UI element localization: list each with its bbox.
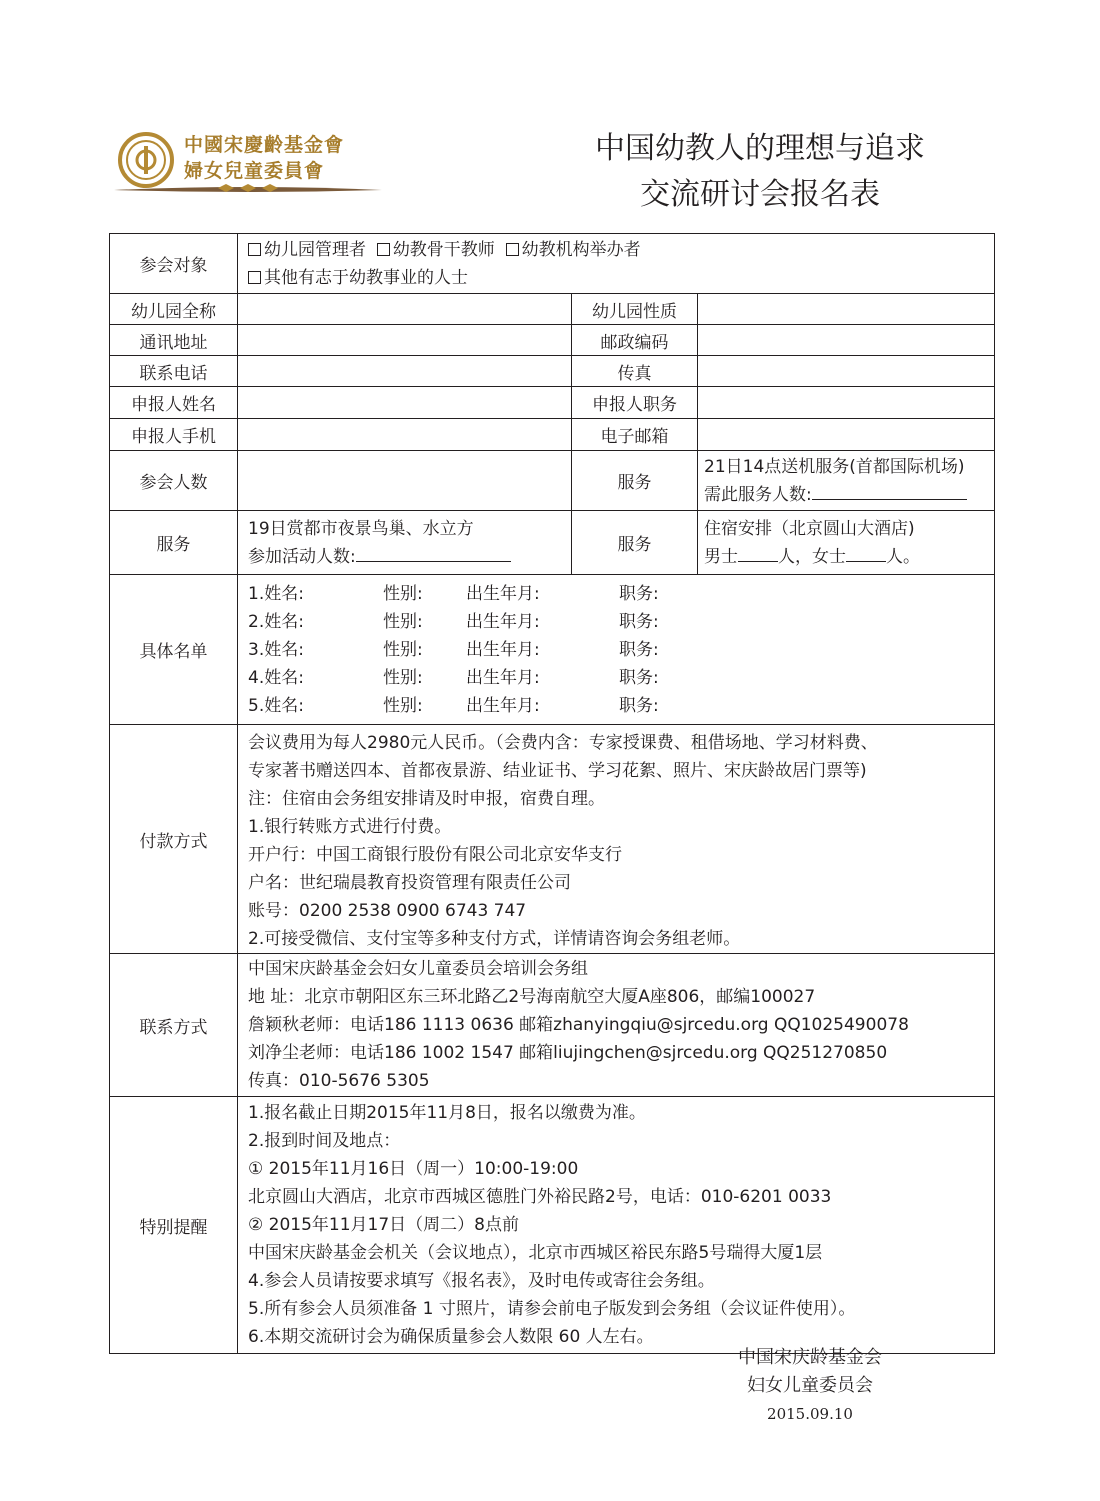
- logo-line2: 婦女兒童委員會: [184, 160, 325, 182]
- lodging-text: 住宿安排（北京圆山大酒店): [704, 518, 915, 539]
- phone-field[interactable]: [238, 356, 572, 387]
- payment-row: [110, 725, 995, 954]
- contact-details: 中国宋庆龄基金会妇女儿童委员会培训会务组 地 址：北京市朝阳区东三环北路乙2号海南航空大厦A座806，邮编100027 詹颖秋老师：电话186 1113 0636 邮箱zhanyingqiu@sjrcedu.org QQ1025490078 刘净尘老师：电话186 1002 1547 邮箱liujingchen@sjrcedu.org QQ251270850 传真：010-5676 5305: [238, 954, 995, 1097]
- page-title: [540, 126, 980, 218]
- reminder-row: [110, 1097, 995, 1354]
- mobile-row: [110, 419, 995, 451]
- postcode-field[interactable]: [698, 325, 995, 356]
- lodging-service-label: 服务: [572, 511, 698, 575]
- kindergarten-type-field[interactable]: [698, 294, 995, 325]
- foundation-logo: [108, 128, 390, 204]
- applicant-title-label: 申报人职务: [572, 387, 698, 419]
- kindergarten-name-label: 幼儿园全称: [110, 294, 238, 325]
- name-list-item: 3.姓名: 性别: 出生年月: 职务:: [248, 639, 659, 660]
- attendee-row: [110, 451, 995, 511]
- checkbox-others[interactable]: [248, 271, 261, 284]
- attendee-count-field[interactable]: [238, 451, 572, 511]
- name-list-item: 1.姓名: 性别: 出生年月: 职务:: [248, 583, 659, 604]
- email-label: 电子邮箱: [572, 419, 698, 451]
- issue-date: 2015.09.10: [767, 1405, 853, 1423]
- name-list-item: 2.姓名: 性别: 出生年月: 职务:: [248, 611, 659, 632]
- airport-service: [698, 451, 995, 511]
- issuer-org-line1: 中国宋庆龄基金会: [738, 1347, 882, 1368]
- reminder-label: 特别提醒: [110, 1097, 238, 1354]
- payment-label: 付款方式: [110, 725, 238, 954]
- name-list-row: [110, 575, 995, 725]
- name-list-item: 5.姓名: 性别: 出生年月: 职务:: [248, 695, 659, 716]
- applicant-title-field[interactable]: [698, 387, 995, 419]
- airport-service-text: 21日14点送机服务(首都国际机场): [704, 456, 965, 477]
- fax-label: 传真: [572, 356, 698, 387]
- applicant-row: [110, 387, 995, 419]
- night-tour-count-blank[interactable]: [356, 545, 511, 562]
- applicant-mobile-label: 申报人手机: [110, 419, 238, 451]
- male-count-blank[interactable]: [738, 545, 778, 562]
- night-tour: [238, 511, 572, 575]
- fax-field[interactable]: [698, 356, 995, 387]
- registration-form: [109, 233, 995, 1354]
- issuer-signature: [700, 1344, 920, 1428]
- night-tour-text: 19日赏都市夜景鸟巢、水立方: [248, 518, 474, 539]
- participants-label: 参会对象: [110, 234, 238, 294]
- reminder-details: 1.报名截止日期2015年11月8日，报名以缴费为准。 2.报到时间及地点： ① 2015年11月16日（周一）10:00-19:00 北京圆山大酒店，北京市西城区德胜门外裕民路2号，电话：010-6201 0033 ② 2015年11月17日（周二）8点前 中国宋庆龄基金会机关（会议地点），北京市西城区裕民东路5号瑞得大厦1层 4.参会人员请按要求填写《报名表》，及时电传或寄往会务组。 5.所有参会人员须准备 1 寸照片，请参会前电子版发到会务组（会议证件使用）。 6.本期交流研讨会为确保质量参会人数限 60 人左右。: [238, 1097, 995, 1354]
- contact-label: 联系方式: [110, 954, 238, 1097]
- airport-service-count-label: 需此服务人数:: [704, 484, 812, 505]
- airport-service-label: 服务: [572, 451, 698, 511]
- checkbox-institution-founder[interactable]: [506, 243, 519, 256]
- address-row: [110, 325, 995, 356]
- night-tour-count-label: 参加活动人数:: [248, 546, 356, 567]
- lodging: 住宿安排（北京圆山大酒店) 男士 人，女士 人。: [698, 511, 995, 575]
- applicant-mobile-field[interactable]: [238, 419, 572, 451]
- participants-row: [110, 234, 995, 294]
- postcode-label: 邮政编码: [572, 325, 698, 356]
- phone-row: [110, 356, 995, 387]
- name-list-item: 4.姓名: 性别: 出生年月: 职务:: [248, 667, 659, 688]
- name-list-label: 具体名单: [110, 575, 238, 725]
- applicant-name-label: 申报人姓名: [110, 387, 238, 419]
- payment-details: 会议费用为每人2980元人民币。（会费内含：专家授课费、租借场地、学习材料费、 专家著书赠送四本、首都夜景游、结业证书、学习花絮、照片、宋庆龄故居门票等) 注：住宿由会务组安排请及时申报，宿费自理。 1.银行转账方式进行付费。 开户行：中国工商银行股份有限公司北京安华支行 户名：世纪瑞晨教育投资管理有限责任公司 账号：0200 2538 0900 6743 747 2.可接受微信、支付宝等多种支付方式，详情请咨询会务组老师。: [238, 725, 995, 954]
- participants-options: 幼儿园管理者 幼教骨干教师 幼教机构举办者 其他有志于幼教事业的人士: [238, 234, 995, 294]
- email-field[interactable]: [698, 419, 995, 451]
- kindergarten-row: [110, 294, 995, 325]
- logo-text: [184, 132, 344, 184]
- airport-service-count-blank[interactable]: [812, 483, 967, 500]
- female-count-blank[interactable]: [846, 545, 886, 562]
- night-tour-service-label: 服务: [110, 511, 238, 575]
- checkbox-kindergarten-manager[interactable]: [248, 243, 261, 256]
- applicant-name-field[interactable]: [238, 387, 572, 419]
- checkbox-core-teacher[interactable]: [377, 243, 390, 256]
- kindergarten-name-field[interactable]: [238, 294, 572, 325]
- phone-label: 联系电话: [110, 356, 238, 387]
- title-line1: 中国幼教人的理想与追求: [595, 131, 925, 166]
- attendee-count-label: 参会人数: [110, 451, 238, 511]
- title-line2: 交流研讨会报名表: [640, 177, 880, 212]
- kindergarten-type-label: 幼儿园性质: [572, 294, 698, 325]
- address-field[interactable]: [238, 325, 572, 356]
- contact-row: [110, 954, 995, 1097]
- service-row: [110, 511, 995, 575]
- issuer-org-line2: 妇女儿童委员会: [747, 1375, 873, 1396]
- logo-line1: 中國宋慶齡基金會: [184, 134, 345, 156]
- address-label: 通讯地址: [110, 325, 238, 356]
- name-list: [238, 575, 995, 725]
